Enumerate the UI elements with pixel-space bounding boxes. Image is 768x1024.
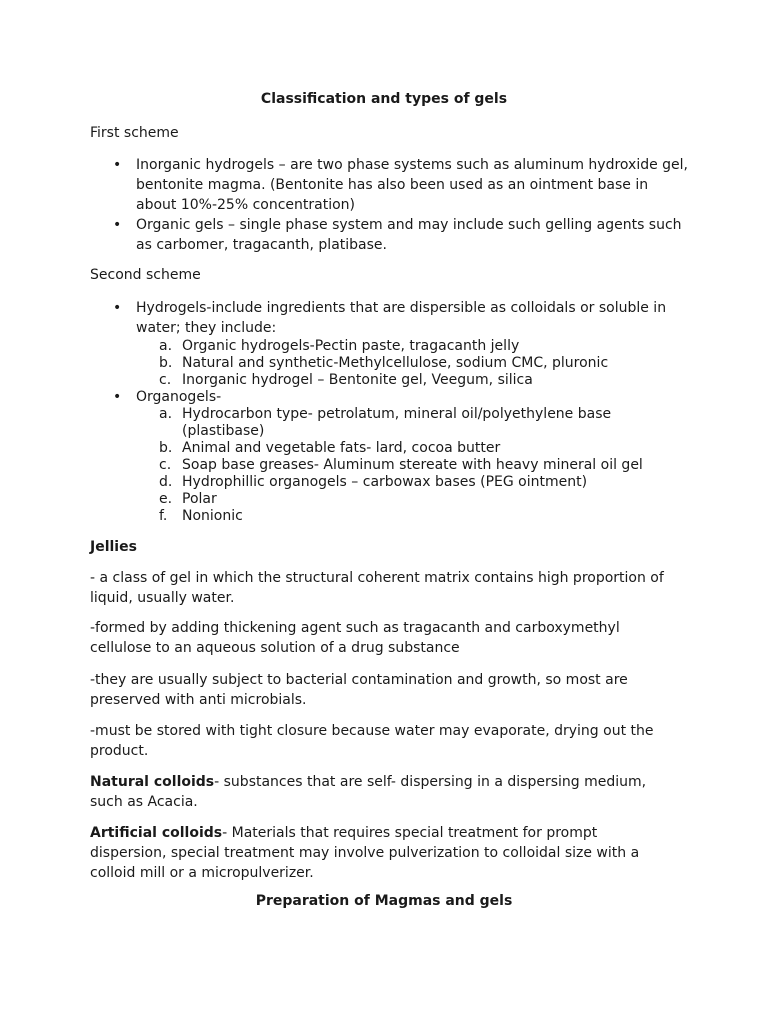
jellies-paragraph: - a class of gel in which the structural coherent matrix contains high proportion of liquid, usually water. [90,570,664,606]
organogels-sublist [136,406,690,525]
sublist-item [136,474,690,491]
first-scheme-heading: First scheme [90,125,179,141]
sublist-item [136,372,690,389]
natural-colloids-paragraph [90,772,678,812]
second-scheme-heading: Second scheme [90,267,201,283]
jellies-paragraph: -formed by adding thickening agent such as tragacanth and carboxymethyl cellulose to an aqueous solution of a drug substance [90,620,620,656]
document-title: Classification and types of gels [260,91,508,107]
jellies-heading: Jellies [90,539,137,555]
sublist-marker: b. [159,440,173,456]
sublist-marker: c. [159,457,172,473]
list-item: • Organic gels – single phase system and may include such gelling agents such as carbomer, tragacanth, platibase. [90,215,690,255]
hydrogels-sublist [136,338,690,389]
sublist-marker: c. [159,372,172,388]
hydrogels-text: Hydrogels-include ingredients that are dispersible as colloidals or soluble in water; they include: [136,300,667,336]
artificial-colloids-term: Artificial colloids [90,825,223,841]
sublist-text: Organic hydrogels-Pectin paste, tragacanth jelly [182,338,520,354]
sublist-item [136,457,690,474]
sublist-marker: f. [159,508,168,524]
sublist-text: Animal and vegetable fats- lard, cocoa butter [182,440,501,456]
artificial-colloids-paragraph [90,823,678,883]
first-scheme-list [90,155,690,255]
list-item [90,389,690,525]
sublist-text: Natural and synthetic-Methylcellulose, sodium CMC, pluronic [182,355,609,371]
sublist-item [136,406,690,440]
sublist-item [136,508,690,525]
sublist-text: Nonionic [182,508,243,524]
second-scheme-list [90,298,690,525]
sublist-marker: a. [159,406,173,422]
natural-colloids-text: - substances that are self- dispersing in a dispersing medium, such as Acacia. [90,774,647,810]
sublist-marker: d. [159,474,173,490]
organogels-text: Organogels- [136,389,222,405]
sublist-text: Hydrophillic organogels – carbowax bases (PEG ointment) [182,474,588,490]
list-item [90,298,690,389]
sublist-marker: b. [159,355,173,371]
artificial-colloids-text: - Materials that requires special treatment for prompt dispersion, special treatment may involve pulverization to colloidal size with a colloid mill or a micropulverizer. [90,825,640,881]
list-item: • Inorganic hydrogels – are two phase systems such as aluminum hydroxide gel, bentonite magma. (Bentonite has also been used as an ointment base in about 10%-25% concentration) [90,155,690,215]
sublist-marker: e. [159,491,173,507]
sublist-item [136,338,690,355]
natural-colloids-term: Natural colloids [90,774,215,790]
sublist-text: Soap base greases- Aluminum stereate with heavy mineral oil gel [182,457,643,473]
sublist-text: Inorganic hydrogel – Bentonite gel, Veegum, silica [182,372,533,388]
sublist-marker: a. [159,338,173,354]
jellies-paragraph: -they are usually subject to bacterial contamination and growth, so most are preserved with anti microbials. [90,672,628,708]
jellies-paragraph: -must be stored with tight closure because water may evaporate, drying out the product. [90,723,654,759]
sublist-item [136,355,690,372]
sublist-text: Polar [182,491,217,507]
section-title: Preparation of Magmas and gels [255,893,513,909]
sublist-text: Hydrocarbon type- petrolatum, mineral oil/polyethylene base (plastibase) [182,406,612,439]
sublist-item [136,491,690,508]
sublist-item [136,440,690,457]
